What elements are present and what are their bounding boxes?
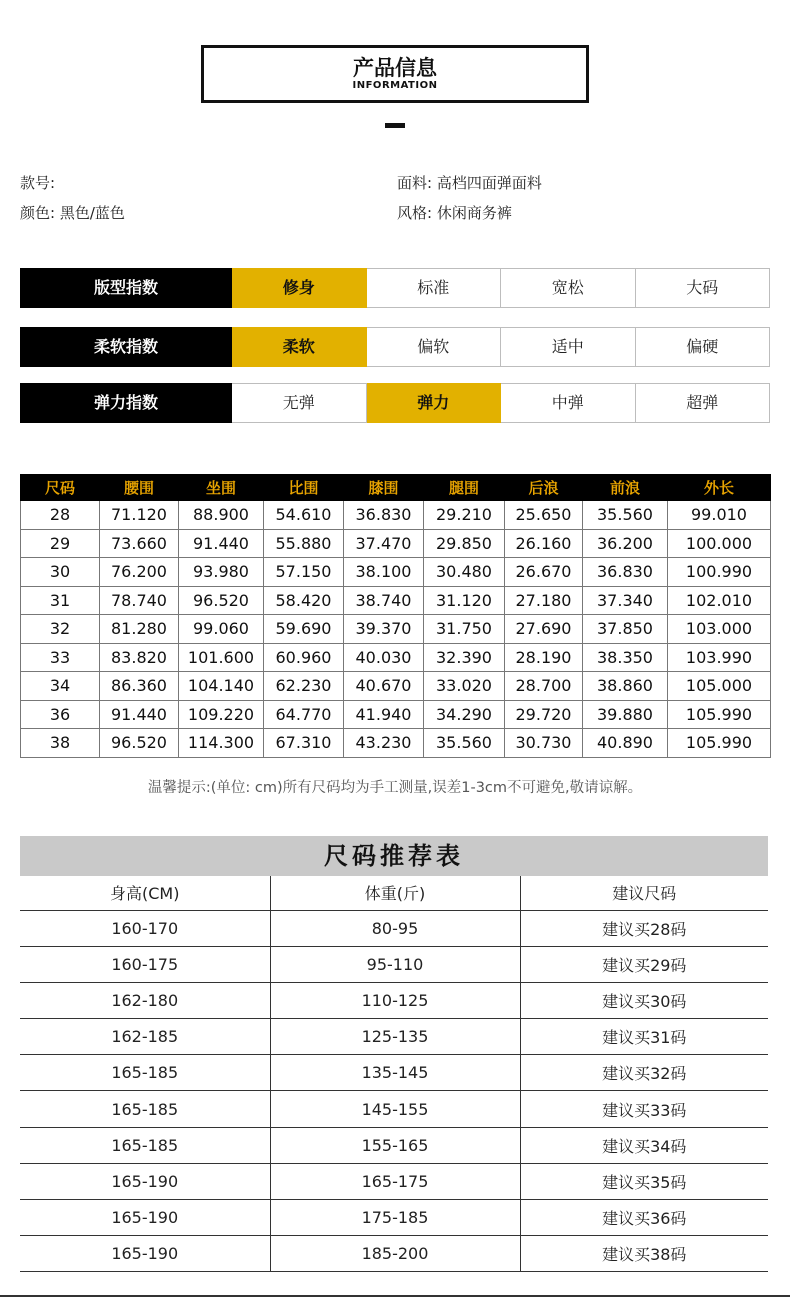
- size-measurement-table: [20, 474, 771, 758]
- style-number: 款号:: [20, 174, 56, 192]
- table-cell: 35.560: [583, 501, 668, 530]
- table-cell: 91.440: [179, 529, 264, 558]
- header-dash-divider: [385, 123, 405, 128]
- table-row: [21, 672, 771, 701]
- table-row: [21, 586, 771, 615]
- bottom-divider: [0, 1295, 790, 1297]
- table-cell: 建议买36码: [520, 1200, 768, 1236]
- recommend-title: 尺码推荐表: [20, 836, 768, 876]
- table-cell: 64.770: [264, 700, 344, 729]
- table-cell: 33: [21, 643, 100, 672]
- col-header: 体重(斤): [270, 876, 520, 910]
- col-header: 膝围: [344, 475, 424, 501]
- table-cell: 29.720: [505, 700, 583, 729]
- table-cell: 80-95: [270, 910, 520, 946]
- table-cell: 26.670: [505, 558, 583, 587]
- table-row: [21, 729, 771, 758]
- info-header-box: [201, 45, 589, 103]
- table-cell: 81.280: [100, 615, 179, 644]
- softness-option-firm: 偏硬: [636, 327, 771, 367]
- table-cell: 31: [21, 586, 100, 615]
- stretch-option-stretch: 弹力: [367, 383, 502, 423]
- table-cell: 32.390: [424, 643, 505, 672]
- table-cell: 114.300: [179, 729, 264, 758]
- table-row: [21, 558, 771, 587]
- table-cell: 28.700: [505, 672, 583, 701]
- table-cell: 162-180: [20, 982, 270, 1018]
- table-cell: 109.220: [179, 700, 264, 729]
- col-header: 后浪: [505, 475, 583, 501]
- table-row: [20, 946, 768, 982]
- table-cell: 29.850: [424, 529, 505, 558]
- table-cell: 31.120: [424, 586, 505, 615]
- table-cell: 88.900: [179, 501, 264, 530]
- table-cell: 95-110: [270, 946, 520, 982]
- table-cell: 86.360: [100, 672, 179, 701]
- table-cell: 36.830: [344, 501, 424, 530]
- table-cell: 36: [21, 700, 100, 729]
- style-info: 风格: 休闲商务裤: [397, 204, 512, 222]
- table-cell: 155-165: [270, 1127, 520, 1163]
- fit-option-loose: 宽松: [501, 268, 636, 308]
- table-cell: 102.010: [668, 586, 771, 615]
- table-cell: 32: [21, 615, 100, 644]
- table-cell: 建议买35码: [520, 1163, 768, 1199]
- table-cell: 28.190: [505, 643, 583, 672]
- table-cell: 99.060: [179, 615, 264, 644]
- table-cell: 59.690: [264, 615, 344, 644]
- table-cell: 71.120: [100, 501, 179, 530]
- table-row: [21, 700, 771, 729]
- table-cell: 165-185: [20, 1055, 270, 1091]
- table-cell: 165-175: [270, 1163, 520, 1199]
- table-cell: 38.860: [583, 672, 668, 701]
- table-cell: 建议买33码: [520, 1091, 768, 1127]
- table-cell: 建议买30码: [520, 982, 768, 1018]
- table-row: [21, 529, 771, 558]
- table-row: [20, 982, 768, 1018]
- table-cell: 建议买29码: [520, 946, 768, 982]
- fit-option-standard: 标准: [367, 268, 502, 308]
- table-row: [21, 615, 771, 644]
- col-header: 身高(CM): [20, 876, 270, 910]
- table-cell: 37.470: [344, 529, 424, 558]
- table-row: [20, 1019, 768, 1055]
- table-cell: 30.730: [505, 729, 583, 758]
- page-subtitle: INFORMATION: [352, 80, 438, 91]
- table-cell: 38: [21, 729, 100, 758]
- table-cell: 105.000: [668, 672, 771, 701]
- table-cell: 76.200: [100, 558, 179, 587]
- table-cell: 165-190: [20, 1163, 270, 1199]
- col-header: 坐围: [179, 475, 264, 501]
- table-row: [20, 910, 768, 946]
- recommend-header: [20, 876, 768, 910]
- table-cell: 105.990: [668, 700, 771, 729]
- table-cell: 34.290: [424, 700, 505, 729]
- stretch-index-label: 弹力指数: [20, 383, 232, 423]
- softness-option-soft: 柔软: [232, 327, 367, 367]
- table-cell: 54.610: [264, 501, 344, 530]
- measurement-tip: 温馨提示:(单位: cm)所有尺码均为手工测量,误差1-3cm不可避免,敬请谅解。: [147, 780, 643, 796]
- table-cell: 160-170: [20, 910, 270, 946]
- table-cell: 建议买32码: [520, 1055, 768, 1091]
- fit-index-label: 版型指数: [20, 268, 232, 308]
- table-row: [20, 1127, 768, 1163]
- table-cell: 165-185: [20, 1091, 270, 1127]
- softness-option-fairly-soft: 偏软: [367, 327, 502, 367]
- table-row: [20, 1163, 768, 1199]
- table-row: [21, 501, 771, 530]
- table-cell: 160-175: [20, 946, 270, 982]
- table-cell: 建议买28码: [520, 910, 768, 946]
- table-cell: 67.310: [264, 729, 344, 758]
- table-cell: 185-200: [270, 1236, 520, 1272]
- col-header: 前浪: [583, 475, 668, 501]
- table-cell: 103.000: [668, 615, 771, 644]
- col-header: 比围: [264, 475, 344, 501]
- table-cell: 30: [21, 558, 100, 587]
- page-title: 产品信息: [353, 56, 437, 80]
- table-cell: 55.880: [264, 529, 344, 558]
- table-cell: 27.690: [505, 615, 583, 644]
- table-cell: 165-190: [20, 1236, 270, 1272]
- table-cell: 78.740: [100, 586, 179, 615]
- table-cell: 39.880: [583, 700, 668, 729]
- table-row: [21, 643, 771, 672]
- table-cell: 27.180: [505, 586, 583, 615]
- table-cell: 40.670: [344, 672, 424, 701]
- col-header: 腿围: [424, 475, 505, 501]
- table-cell: 34: [21, 672, 100, 701]
- table-cell: 110-125: [270, 982, 520, 1018]
- table-cell: 31.750: [424, 615, 505, 644]
- table-cell: 96.520: [179, 586, 264, 615]
- table-cell: 38.740: [344, 586, 424, 615]
- table-cell: 建议买34码: [520, 1127, 768, 1163]
- table-cell: 36.830: [583, 558, 668, 587]
- table-cell: 135-145: [270, 1055, 520, 1091]
- table-row: [20, 1055, 768, 1091]
- color-info: 颜色: 黑色/蓝色: [20, 204, 125, 222]
- softness-option-medium: 适中: [501, 327, 636, 367]
- col-header: 尺码: [21, 475, 100, 501]
- table-cell: 29: [21, 529, 100, 558]
- table-cell: 125-135: [270, 1019, 520, 1055]
- fit-option-slim: 修身: [232, 268, 367, 308]
- stretch-option-none: 无弹: [232, 383, 367, 423]
- table-cell: 43.230: [344, 729, 424, 758]
- table-cell: 28: [21, 501, 100, 530]
- col-header: 腰围: [100, 475, 179, 501]
- table-cell: 165-185: [20, 1127, 270, 1163]
- size-table-header: [21, 475, 771, 501]
- table-cell: 145-155: [270, 1091, 520, 1127]
- table-cell: 57.150: [264, 558, 344, 587]
- softness-index-row: [20, 327, 770, 367]
- table-cell: 100.990: [668, 558, 771, 587]
- table-cell: 162-185: [20, 1019, 270, 1055]
- table-cell: 29.210: [424, 501, 505, 530]
- table-row: [20, 1200, 768, 1236]
- table-cell: 101.600: [179, 643, 264, 672]
- table-cell: 91.440: [100, 700, 179, 729]
- table-row: [20, 1236, 768, 1272]
- table-cell: 建议买31码: [520, 1019, 768, 1055]
- col-header: 建议尺码: [520, 876, 768, 910]
- stretch-option-medium: 中弹: [501, 383, 636, 423]
- table-cell: 83.820: [100, 643, 179, 672]
- table-cell: 40.030: [344, 643, 424, 672]
- table-cell: 93.980: [179, 558, 264, 587]
- fit-option-plus: 大码: [636, 268, 771, 308]
- table-cell: 建议买38码: [520, 1236, 768, 1272]
- table-cell: 105.990: [668, 729, 771, 758]
- stretch-index-row: [20, 383, 770, 423]
- table-cell: 39.370: [344, 615, 424, 644]
- fit-index-row: [20, 268, 770, 308]
- table-cell: 41.940: [344, 700, 424, 729]
- table-cell: 60.960: [264, 643, 344, 672]
- col-header: 外长: [668, 475, 771, 501]
- table-cell: 103.990: [668, 643, 771, 672]
- table-cell: 62.230: [264, 672, 344, 701]
- table-cell: 35.560: [424, 729, 505, 758]
- table-cell: 36.200: [583, 529, 668, 558]
- table-cell: 38.100: [344, 558, 424, 587]
- table-cell: 26.160: [505, 529, 583, 558]
- table-cell: 25.650: [505, 501, 583, 530]
- table-cell: 99.010: [668, 501, 771, 530]
- table-cell: 104.140: [179, 672, 264, 701]
- table-cell: 96.520: [100, 729, 179, 758]
- table-cell: 40.890: [583, 729, 668, 758]
- table-cell: 38.350: [583, 643, 668, 672]
- stretch-option-super: 超弹: [636, 383, 771, 423]
- table-cell: 100.000: [668, 529, 771, 558]
- softness-index-label: 柔软指数: [20, 327, 232, 367]
- table-cell: 37.340: [583, 586, 668, 615]
- table-cell: 165-190: [20, 1200, 270, 1236]
- table-cell: 37.850: [583, 615, 668, 644]
- table-row: [20, 1091, 768, 1127]
- table-cell: 30.480: [424, 558, 505, 587]
- fabric-info: 面料: 高档四面弹面料: [397, 174, 542, 192]
- size-recommend-table: [20, 876, 768, 1272]
- table-cell: 58.420: [264, 586, 344, 615]
- table-cell: 73.660: [100, 529, 179, 558]
- table-cell: 175-185: [270, 1200, 520, 1236]
- table-cell: 33.020: [424, 672, 505, 701]
